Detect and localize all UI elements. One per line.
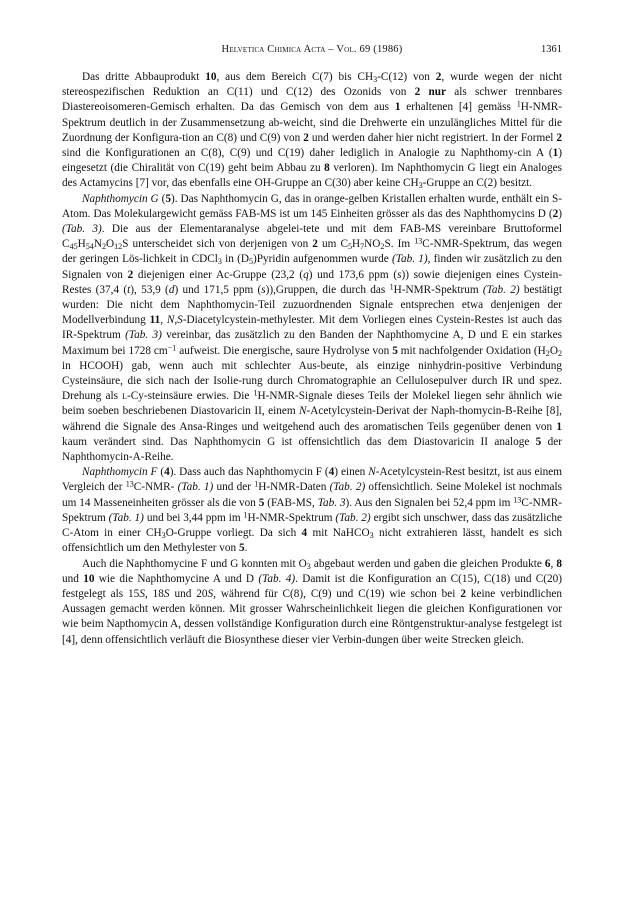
page-number: 1361 xyxy=(541,44,562,55)
italic-text: N,S xyxy=(166,314,183,327)
italic-text: s xyxy=(261,283,266,296)
text-run: N xyxy=(93,238,102,251)
text-run: nicht extrahieren lässt, handelt es sich offensichtlich um den Methylester von xyxy=(62,527,563,555)
italic-text: (Tab. 3) xyxy=(62,223,102,236)
text-run: ). Das Naphthomycin G, das in orange-gelben Kristallen erhalten wurde, enthält ein S-Atom. Das Molekulargewicht gemäss FAB-MS ist um 145 Einheiten grösser als das des Naphthomycins D ( xyxy=(62,192,563,220)
text-run: C-NMR-Spektrum xyxy=(62,496,562,524)
text-run: . Die aus der Elementaranalyse abgelei-tete und mit dem FAB-MS vereinbare Bruttoformel C xyxy=(62,223,562,251)
text-run: H-NMR-Spektrum deutlich in der Zusammensetzung ab-weicht, sind die Drehwerte ein unzulängliches Mittel für die Zuordnung der Konfigura-tion an C(8) und C(9) von xyxy=(62,101,562,144)
text-run: als schwer trennbares Diastereoisomeren-Gemisch erhalten. Da das Gemisch von dem aus xyxy=(62,86,562,114)
paragraph-naphthomycin-g xyxy=(62,192,562,466)
small-caps-text: l xyxy=(122,390,128,403)
journal-volume: Vol. 69 (1986) xyxy=(336,44,403,55)
text-run: Das dritte Abbauprodukt xyxy=(82,71,206,83)
subscript: 2 xyxy=(545,348,550,358)
text-run: ) eingesetzt (die Chiralität von C(19) geht beim Abbau zu xyxy=(62,147,562,175)
text-run: und bei 3,44 ppm im xyxy=(143,511,244,524)
text-run: H-NMR-Spektrum xyxy=(247,511,336,524)
superscript: 1 xyxy=(243,510,248,520)
text-run: in (D xyxy=(221,253,249,266)
text-run: ). Aus den Signalen bei 52,4 ppm im xyxy=(345,496,514,509)
text-run: H-NMR-Spektrum xyxy=(393,283,483,296)
compound-number: 10 xyxy=(205,71,217,83)
compound-number: 5 xyxy=(258,496,265,509)
compound-number: 4 xyxy=(301,527,308,540)
text-run: )) sowie diejenigen eines Cystein-Restes (37,4 ( xyxy=(62,268,562,296)
compound-number: 4 xyxy=(328,466,335,479)
text-run: und 20 xyxy=(169,587,208,600)
superscript: 1 xyxy=(389,282,394,292)
text-run: mit nachfolgender Oxidation (H xyxy=(397,344,546,357)
subscript: 7 xyxy=(360,242,365,252)
subscript: 45 xyxy=(69,242,78,252)
text-run: H xyxy=(352,238,361,251)
text-run: kaum verändert sind. Das Naphthomycin G ist offensichtlich das dem Diastovaricin II analoge xyxy=(62,435,536,448)
superscript: 13 xyxy=(513,495,522,505)
compound-number: 2 xyxy=(312,238,318,251)
text-run: , xyxy=(550,557,557,570)
italic-text: t xyxy=(127,283,131,296)
text-run: wie die Naphthomycine A und D xyxy=(94,572,259,585)
text-run: )),Gruppen, die durch das xyxy=(265,283,390,296)
italic-text: N xyxy=(368,466,376,479)
subscript: 2 xyxy=(380,242,385,252)
text-run: ). Dass auch das Naphthomycin F ( xyxy=(169,466,329,479)
subscript: 3 xyxy=(369,531,374,541)
compound-number: 11 xyxy=(149,314,161,327)
article-body xyxy=(62,70,562,648)
italic-text: (Tab. 4) xyxy=(258,572,296,585)
text-run: O-Gruppe vorliegt. Da sich xyxy=(165,527,302,540)
italic-text: (Tab. 1) xyxy=(108,511,144,524)
text-run: ergibt sich unschwer, dass das zusätzliche C-Atom in einer CH xyxy=(62,511,562,540)
subscript: 2 xyxy=(557,348,562,358)
compound-number: 2 xyxy=(460,587,466,600)
text-run: , aus dem Bereich C(7) bis CH xyxy=(216,71,374,83)
text-run: ) einen xyxy=(334,466,369,479)
italic-text: N xyxy=(299,405,307,418)
text-run: -C(12) von xyxy=(377,71,436,83)
subscript: 54 xyxy=(85,242,94,252)
journal-citation: Helvetica Chimica Acta – Vol. 69 (1986) xyxy=(221,44,403,55)
text-run: und der xyxy=(213,481,255,494)
text-run: , finden wir zusätzlich zu den Signalen von xyxy=(62,253,562,281)
text-run: aufweist. Die energische, saure Hydrolyse von xyxy=(176,344,393,357)
compound-number: 5 xyxy=(392,344,398,357)
superscript: 1 xyxy=(253,388,258,398)
subscript: 3 xyxy=(306,561,311,571)
text-run: , wurde wegen der nicht stereospezifischen Reduktion an C(11) und C(12) des Ozonids von xyxy=(62,71,562,99)
paragraph-naphthomycin-f xyxy=(62,465,562,556)
text-run: ) xyxy=(558,207,562,220)
text-run: C-NMR-Spektrum, das wegen der geringen Lös-lichkeit in CDCl xyxy=(62,238,562,266)
compound-number: 2 xyxy=(127,268,134,281)
subscript: 2 xyxy=(101,242,106,252)
compound-number: 10 xyxy=(83,572,95,585)
compound-number: 5 xyxy=(165,192,171,205)
compound-number: 8 xyxy=(556,557,562,570)
subscript: 5 xyxy=(248,257,254,267)
text-run: der Naphthomycin-A-Reihe. xyxy=(62,435,562,464)
text-run: abgebaut werden und gaben die gleichen Produkte xyxy=(310,557,545,570)
text-run: Auch die Naphthomycine F und G konnten mit O xyxy=(82,557,307,570)
italic-text: d xyxy=(168,283,175,296)
section-run-in-heading: Naphthomycin F xyxy=(82,466,158,479)
text-run: -Acetylcystein-Rest besitzt, ist aus einem Vergleich der xyxy=(62,466,562,494)
text-run: , xyxy=(160,314,167,327)
text-run: -Diacetylcystein-methylester. Mit dem Vorliegen eines Cystein-Restes ist auch das IR-Spektrum xyxy=(62,314,562,342)
text-run: , während für C(8), C(9) und C(19) wie schon bei xyxy=(213,587,461,600)
text-run: diejenigen einer Ac-Gruppe (23,2 ( xyxy=(133,268,304,281)
text-run: . xyxy=(244,542,248,555)
paragraph-ozonolysis-configuration xyxy=(62,557,562,648)
text-run: mit NaHCO xyxy=(307,527,370,540)
italic-text: (Tab. 2) xyxy=(335,511,371,524)
text-run: bestätigt wurden: Die nicht dem Naphthomycin-Teil zuzuordnenden Signale entsprechen etwa denjenigen der Modellverbindung xyxy=(62,283,562,327)
compound-number: 8 xyxy=(324,162,330,175)
italic-text: Tab. 3 xyxy=(317,496,346,509)
text-run: H-NMR-Signale dieses Teils der Molekel liegen sehr ähnlich wie beim soeben beschriebenen Diastovaricin II, einem xyxy=(62,390,562,418)
text-run: ( xyxy=(158,192,166,205)
compound-number: 4 xyxy=(164,466,170,479)
text-run: keine verbindlichen Aussagen gemacht werden können. Mit grosser Wahrscheinlichkeit liegen die gleichen Konfigurationen vor wie beim Napthomycin A, dessen vollständige Konfiguration durch eine Röntgenstruktur-analyse festgelegt ist [4], denn offensichtlich verläuft die Biosynthese dieser vier Verbin-dungen über weite Strecken gleich. xyxy=(62,587,563,646)
text-run: NO xyxy=(364,238,381,251)
text-run: erhaltenen [4] gemäss xyxy=(400,101,517,114)
text-run: -Acetylcystein-Derivat der Naph-thomycin-B-Reihe [8], während die Signale des Ansa-Ringes und weitgehend auch des aromatischen Teils gegenüber denen von xyxy=(62,405,562,433)
subscript: 3 xyxy=(217,257,222,267)
text-run: . Damit ist die Konfiguration an C(15), C(18) und C(20) festgelegt als 15 xyxy=(62,572,563,600)
text-run: ), 53,9 ( xyxy=(130,283,169,296)
italic-text: (Tab. 1) xyxy=(177,481,214,494)
superscript: −1 xyxy=(167,343,177,353)
compound-number: 2 xyxy=(435,71,442,83)
text-run: vereinbar, das zusätzlich zu den Banden der Naphthomycine A, D und E ein starkes Maximum bei 1728 cm xyxy=(62,329,563,357)
text-run: C-NMR- xyxy=(133,481,178,494)
compound-number: 6 xyxy=(544,557,551,570)
compound-number: 1 xyxy=(556,420,562,433)
compound-number: 2 xyxy=(552,207,559,220)
compound-number: 1 xyxy=(394,101,401,114)
subscript: 12 xyxy=(114,242,123,252)
italic-text: (Tab. 2) xyxy=(329,481,366,494)
italic-text: S xyxy=(207,587,214,600)
paragraph-degradation-product-10 xyxy=(62,70,562,192)
text-run: -Cy-steinsäure erwies. Die xyxy=(127,390,254,403)
italic-text: (Tab. 2) xyxy=(482,283,520,296)
compound-number: 5 xyxy=(238,542,245,555)
italic-text: s xyxy=(397,268,402,281)
text-run: )Pyridin aufgenommen wurde xyxy=(253,253,392,266)
text-run: in HCOOH) gab, wenn auch mit schlechter Aus-beute, als einzige ninhydrin-positive Verbindung Cysteinsäure, die sich nach der Isolie-rung durch Chromatographie an Cellulosepulver durch IR und spez. Drehung als xyxy=(62,359,562,403)
text-run: (FAB-MS, xyxy=(264,496,318,509)
compound-number: 2 nur xyxy=(414,86,446,99)
compound-number: 2 xyxy=(556,131,562,144)
text-run: ) und 171,5 ppm ( xyxy=(174,283,262,296)
text-run: um C xyxy=(317,238,348,251)
text-run: H-NMR-Daten xyxy=(258,481,330,494)
italic-text: (Tab. 3) xyxy=(125,329,162,342)
italic-text: (Tab. 1) xyxy=(391,253,428,266)
superscript: 1 xyxy=(516,99,521,109)
text-run: S. Im xyxy=(384,238,415,251)
compound-number: 1 xyxy=(552,147,559,160)
journal-name: Helvetica Chimica Acta xyxy=(221,44,326,55)
subscript: 3 xyxy=(418,181,423,191)
italic-text: q xyxy=(303,268,309,281)
superscript: 1 xyxy=(254,479,259,489)
text-run: -Gruppe an C(2) besitzt. xyxy=(422,177,533,190)
text-run: ( xyxy=(157,466,165,479)
subscript: 3 xyxy=(373,75,378,85)
text-run: verloren). Im Naphthomycin G liegt ein Analoges des Actamycins [7] vor, das ebenfalls eine OH-Gruppe an C(30) aber keine CH xyxy=(62,162,562,190)
text-run: H xyxy=(77,238,86,251)
superscript: 13 xyxy=(414,236,423,246)
compound-number: 5 xyxy=(535,435,542,448)
text-run: , 18 xyxy=(144,587,164,600)
text-run: und xyxy=(62,572,84,585)
running-head xyxy=(62,44,562,60)
compound-number: 2 xyxy=(303,131,309,144)
text-run: S unterscheidet sich von derjenigen von xyxy=(122,238,313,251)
text-run: ) und 173,6 ppm ( xyxy=(308,268,398,281)
subscript: 5 xyxy=(347,242,352,252)
text-run: O xyxy=(106,238,115,251)
text-run: sind die Konfigurationen an C(8), C(9) und C(19) daher lediglich in Analogie zu Naphthomy-cin A ( xyxy=(62,147,553,160)
subscript: 3 xyxy=(161,531,166,541)
italic-text: S xyxy=(163,587,170,600)
text-run: O xyxy=(549,344,558,357)
text-run: und werden daher hier nicht registriert. In der Formel xyxy=(308,131,557,144)
text-run: offensichtlich. Seine Molekel ist nochmals um 14 Masseneinheiten grösser als die von xyxy=(62,481,562,509)
section-run-in-heading: Naphthomycin G xyxy=(82,192,159,205)
superscript: 13 xyxy=(125,479,134,489)
italic-text: S xyxy=(139,587,145,600)
